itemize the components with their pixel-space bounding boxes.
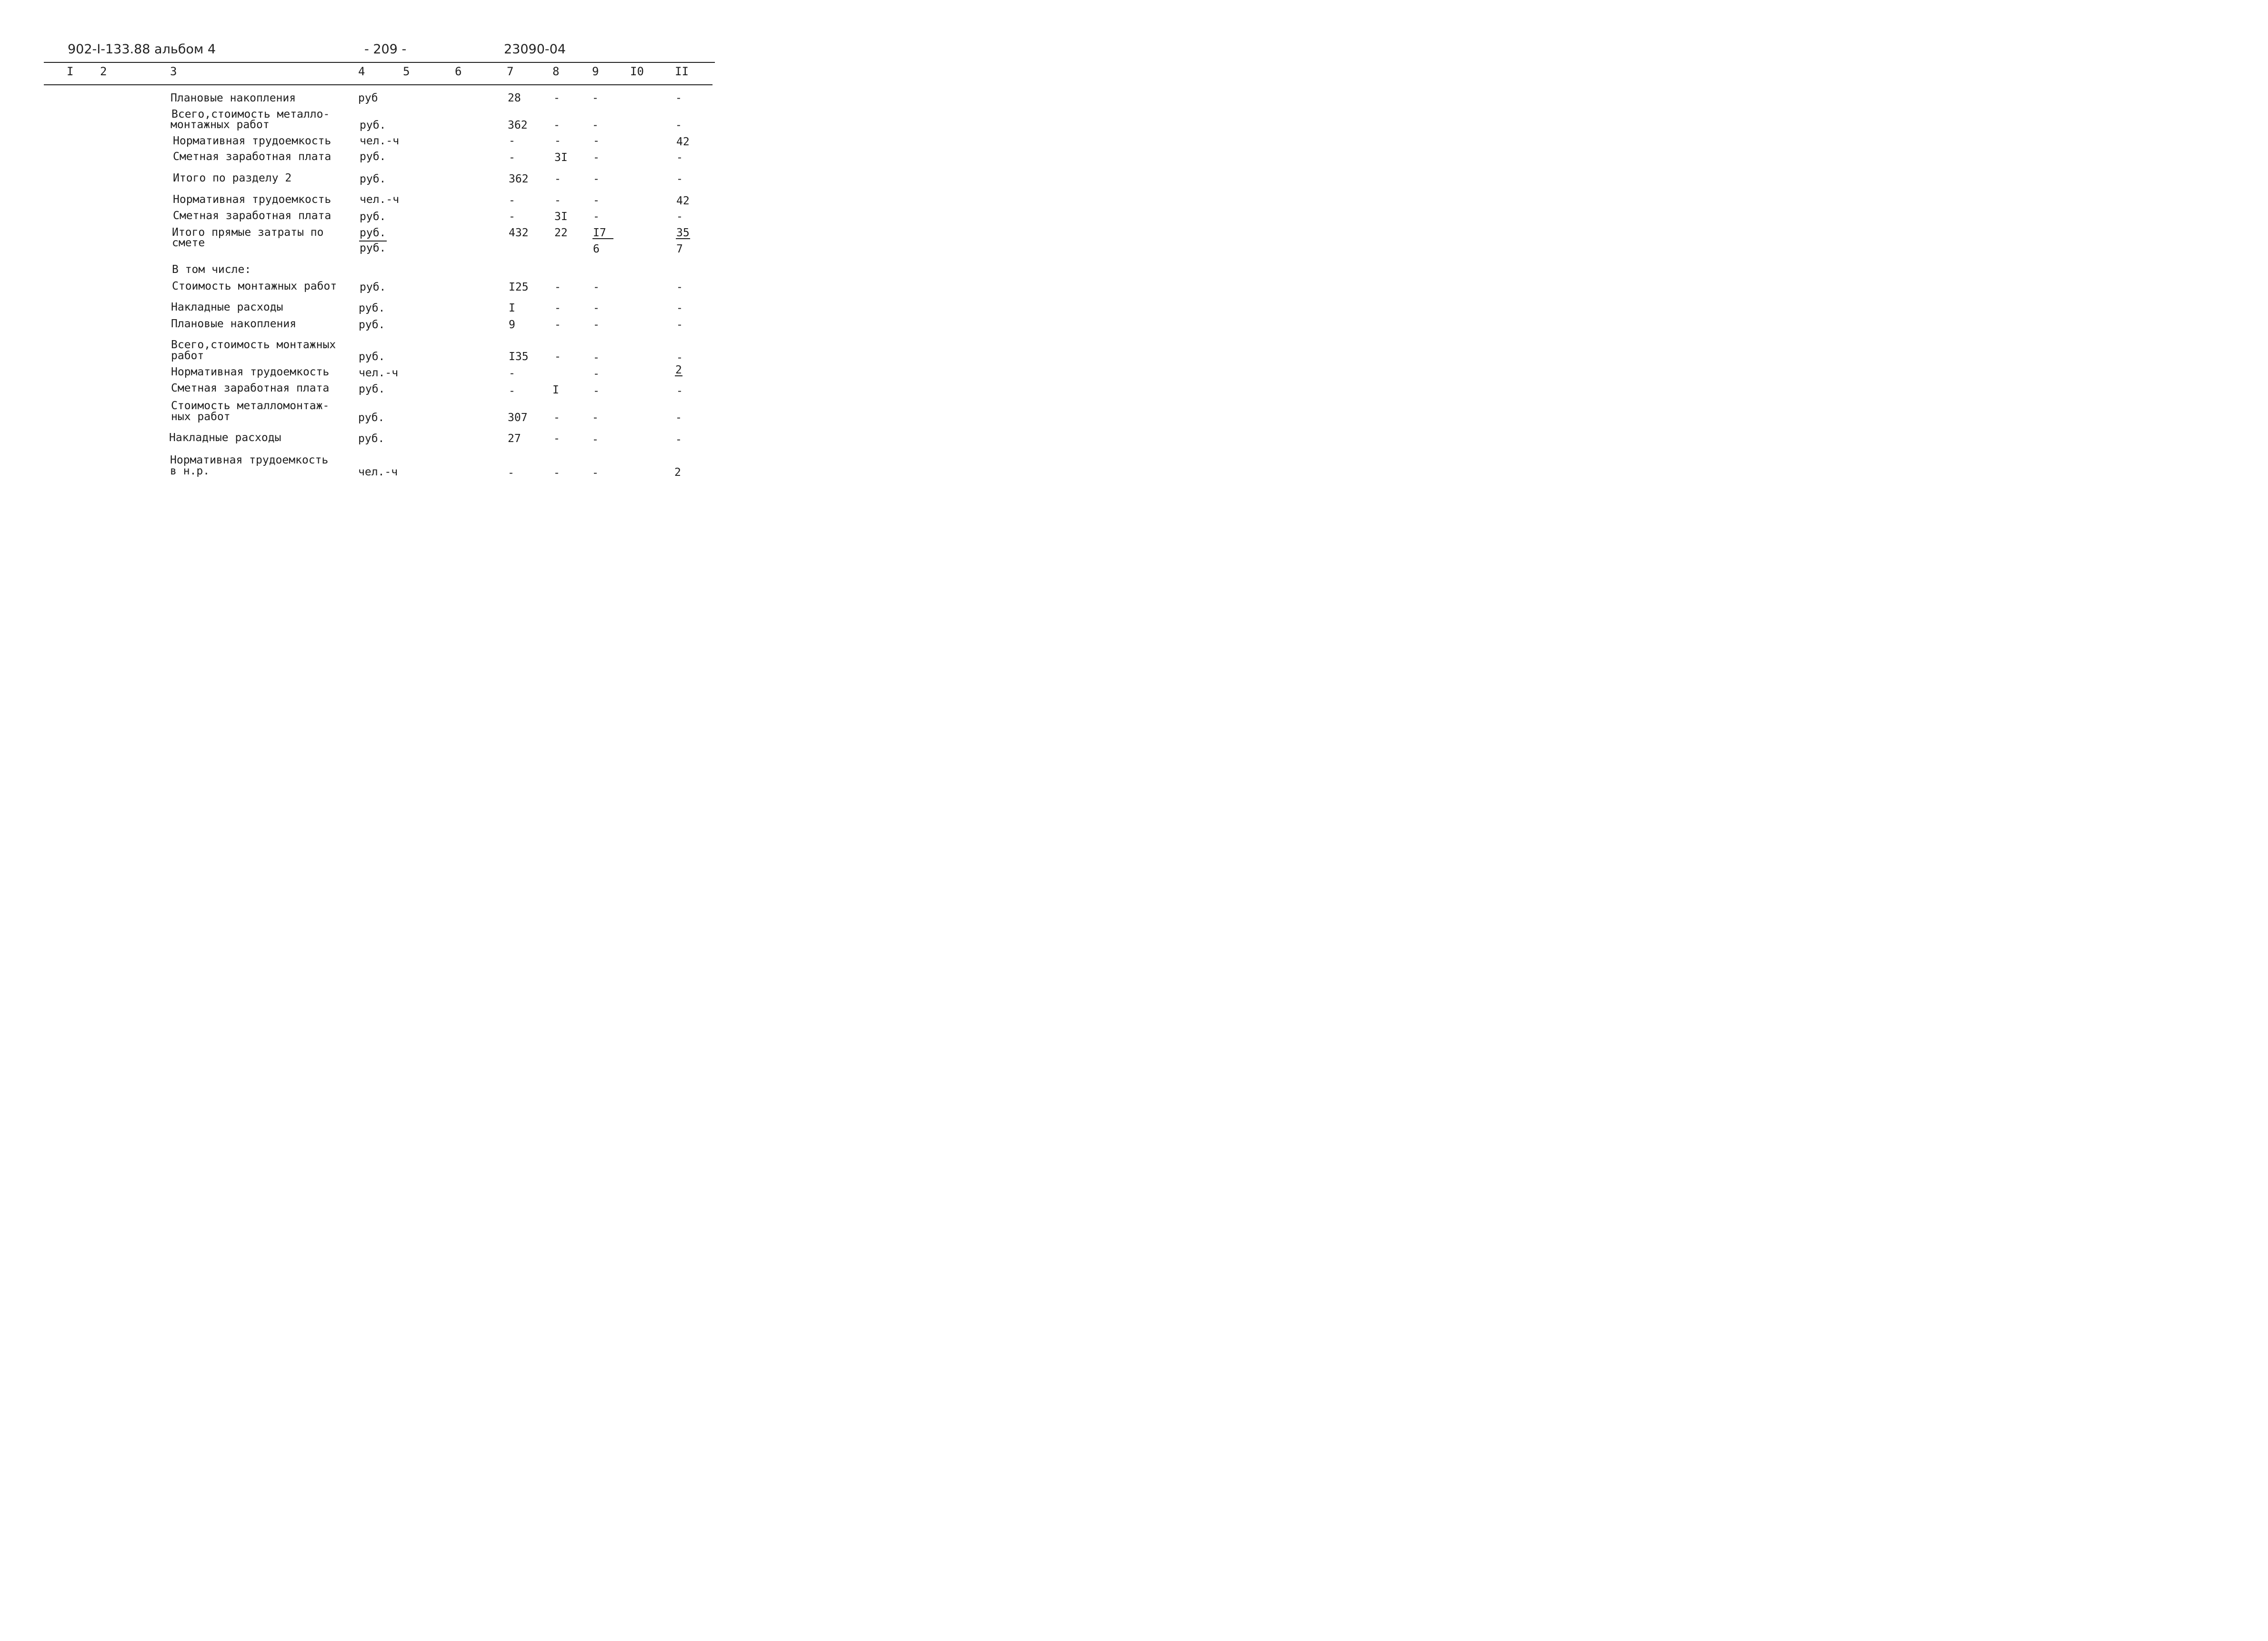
cell-col8: - [553, 467, 560, 479]
page-number: - 209 - [364, 42, 407, 57]
cell-col8: - [553, 119, 560, 131]
column-number: 5 [403, 65, 410, 78]
cell-col7: - [509, 385, 515, 397]
row-label: В том числе: [172, 263, 251, 276]
row-label-continued: смете [172, 237, 205, 249]
cell-col7: I [509, 302, 515, 314]
cell-col9: - [593, 135, 600, 147]
header-top-rule [44, 62, 715, 63]
cell-col11: - [676, 173, 683, 185]
cell-col9: - [593, 151, 600, 164]
cell-col7: - [508, 467, 514, 479]
column-number: 7 [507, 65, 514, 78]
cell-col8: 3I [554, 151, 568, 164]
row-unit: руб. [359, 319, 385, 331]
row-unit: чел.-ч [358, 466, 398, 478]
cell-col7: I25 [509, 281, 529, 293]
cell-col11: - [676, 302, 683, 314]
cell-col8: - [554, 351, 561, 363]
cell-col9: - [593, 319, 600, 331]
row-label: Нормативная трудоемкость [173, 193, 331, 206]
cell-col8: 3I [554, 211, 568, 223]
cell-col11: - [676, 319, 683, 331]
cell-col11: - [675, 433, 682, 446]
fraction-bar [592, 238, 613, 239]
cell-col7: 362 [509, 173, 529, 185]
cell-col11: - [675, 412, 682, 424]
cell-col11: 42 [676, 195, 690, 207]
cell-col9: - [593, 368, 600, 380]
row-unit: руб. [359, 302, 385, 314]
row-label-continued: работ [171, 350, 204, 362]
row-label: Стоимость монтажных работ [172, 280, 337, 292]
cell-col9: - [592, 467, 599, 479]
cell-col9: - [593, 194, 600, 207]
column-number: I [67, 65, 74, 78]
cell-col7: 28 [508, 92, 521, 104]
cell-col8: 22 [554, 227, 568, 239]
column-number: 6 [455, 65, 462, 78]
row-unit: руб. [360, 119, 386, 131]
column-number: I0 [630, 65, 644, 78]
cell-col8: I [552, 384, 559, 396]
row-unit: руб [358, 92, 378, 104]
cell-col11: - [676, 211, 683, 223]
cell-col7: 27 [508, 433, 521, 445]
row-label: Плановые накопления [171, 318, 297, 330]
cell-col9: - [593, 385, 600, 397]
row-unit: руб. [358, 433, 385, 445]
cell-col11: - [675, 92, 682, 104]
cell-col7: 432 [509, 227, 529, 239]
cell-col11: 2 [675, 364, 682, 376]
cell-col9: I7 [593, 227, 606, 239]
column-number: 4 [358, 65, 365, 78]
cell-col8: - [554, 281, 561, 293]
row-label: Всего,стоимость металло- [171, 108, 330, 121]
cell-col11: 42 [676, 136, 690, 148]
row-label: Плановые накопления [171, 92, 296, 104]
row-unit: руб. [360, 281, 386, 293]
cell-col7: - [509, 135, 515, 147]
row-label: Итого по разделу 2 [173, 172, 292, 184]
row-label: Всего,стоимость монтажных [171, 339, 336, 351]
row-unit-secondary: руб. [360, 242, 386, 254]
row-label: Итого прямые затраты по [172, 226, 324, 239]
cell-col9: - [593, 352, 600, 364]
row-unit: руб. [359, 351, 385, 363]
cell-col9: - [592, 412, 599, 424]
row-label: Нормативная трудоемкость [173, 135, 331, 147]
row-unit: чел.-ч [360, 193, 400, 206]
cell-col8: - [553, 433, 560, 445]
cell-col9-secondary: 6 [593, 243, 600, 255]
cell-col9: - [592, 92, 599, 104]
row-unit: руб. [360, 173, 386, 185]
cell-col11: - [676, 352, 683, 364]
column-number: 9 [592, 65, 599, 78]
cell-col11: 2 [674, 466, 681, 479]
cell-col9: - [592, 433, 599, 446]
cell-col9: - [593, 302, 600, 314]
cell-col7: 307 [508, 412, 528, 424]
header-bottom-rule [44, 84, 713, 85]
cell-col9: - [593, 281, 600, 293]
column-number: 8 [552, 65, 560, 78]
cell-col9: - [593, 173, 600, 185]
cell-col7: - [509, 367, 515, 380]
row-unit: руб. [359, 383, 385, 395]
row-unit: руб. [360, 151, 386, 163]
row-label: Нормативная трудоемкость [170, 454, 329, 466]
underline-mark [675, 375, 682, 376]
cell-col11: - [675, 119, 682, 131]
cell-col11-secondary: 7 [676, 243, 683, 255]
cell-col8: - [553, 412, 560, 424]
cell-col9: - [593, 211, 600, 223]
cell-col7: - [509, 194, 515, 207]
cell-col8: - [553, 92, 560, 104]
cell-col8: - [554, 135, 561, 147]
row-label: Накладные расходы [171, 301, 283, 313]
row-label: Сметная заработная плата [171, 382, 330, 394]
cell-col7: I35 [509, 351, 529, 363]
row-unit: руб. [358, 412, 385, 424]
cell-col11: - [676, 385, 683, 397]
cell-col8: - [554, 302, 561, 314]
fraction-bar [676, 238, 690, 239]
row-label: Сметная заработная плата [173, 151, 331, 163]
fraction-bar [359, 241, 387, 242]
row-label: Стоимость металломонтаж- [171, 400, 330, 412]
document-designation: 902-I-133.88 альбом 4 [68, 42, 216, 57]
cell-col11: 35 [676, 227, 690, 239]
cell-col7: 9 [509, 319, 515, 331]
column-number: II [675, 65, 689, 78]
row-label-continued: в н.р. [170, 465, 210, 477]
cell-col7: - [509, 151, 515, 164]
cell-col7: 362 [508, 119, 528, 131]
row-label-continued: монтажных работ [171, 119, 270, 131]
row-unit: руб. [360, 211, 386, 223]
cell-col11: - [676, 151, 683, 164]
row-label: Накладные расходы [169, 432, 281, 444]
cell-col7: - [509, 211, 515, 223]
row-unit: чел.-ч [360, 135, 400, 147]
document-code: 23090-04 [504, 42, 566, 57]
row-unit: руб. [360, 227, 386, 239]
row-label-continued: ных работ [171, 411, 231, 423]
row-unit: чел.-ч [359, 367, 399, 379]
column-number: 2 [100, 65, 107, 78]
cell-col8: - [554, 319, 561, 331]
cell-col9: - [592, 119, 599, 131]
row-label: Сметная заработная плата [173, 210, 331, 222]
cell-col11: - [676, 281, 683, 293]
cell-col8: - [554, 194, 561, 207]
row-label: Нормативная трудоемкость [171, 366, 330, 378]
cell-col8: - [554, 173, 561, 185]
column-number: 3 [170, 65, 177, 78]
